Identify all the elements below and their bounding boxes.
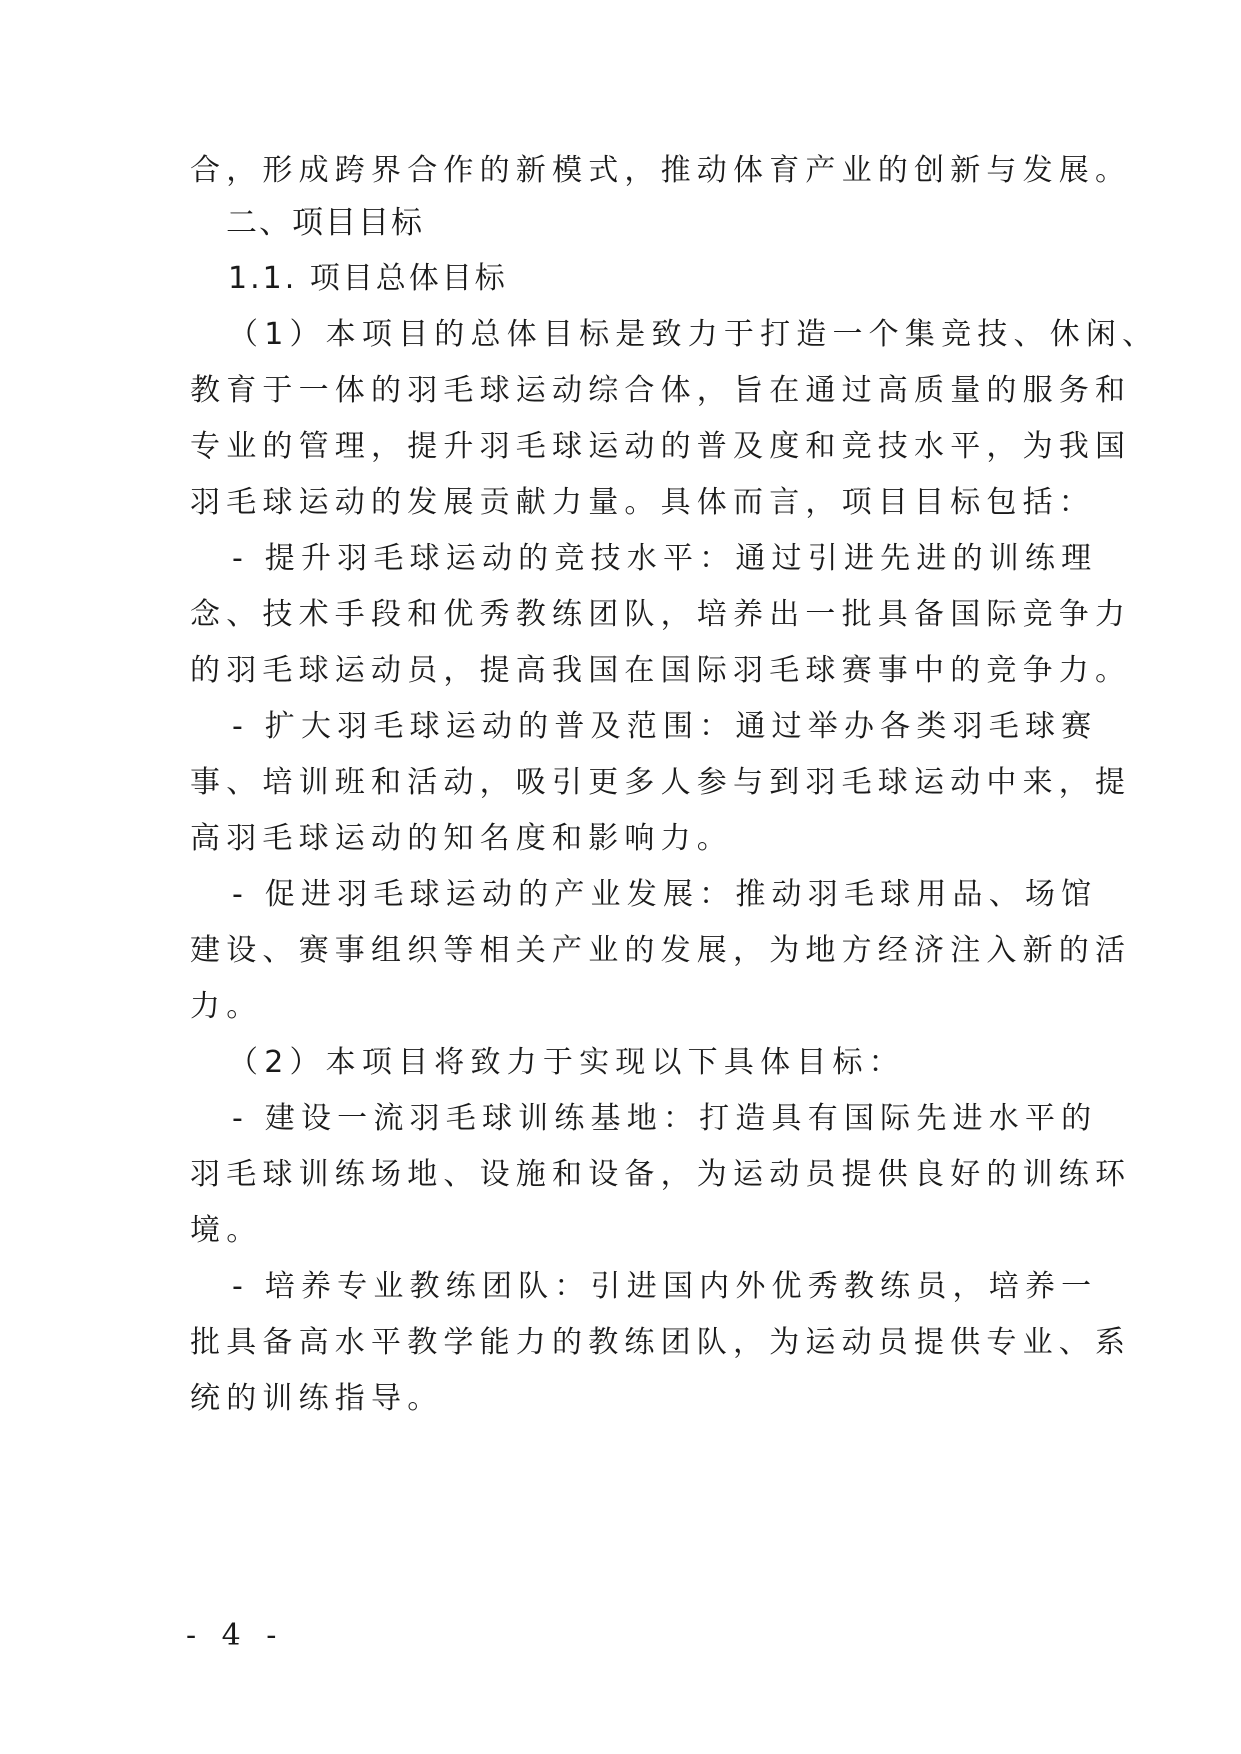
bullet-line: - 提升羽毛球运动的竞技水平：通过引进先进的训练理 xyxy=(232,541,1098,576)
paragraph-line: （1）本项目的总体目标是致力于打造一个集竞技、休闲、 xyxy=(228,317,1159,352)
paragraph-line: 教育于一体的羽毛球运动综合体，旨在通过高质量的服务和 xyxy=(190,373,1132,408)
page-number: - 4 - xyxy=(186,1618,285,1653)
paragraph-line: 力。 xyxy=(190,989,263,1024)
paragraph-line: 羽毛球训练场地、设施和设备，为运动员提供良好的训练环 xyxy=(190,1157,1132,1192)
paragraph-line: 境。 xyxy=(190,1213,263,1248)
paragraph-line: 事、培训班和活动，吸引更多人参与到羽毛球运动中来，提 xyxy=(190,765,1132,800)
paragraph-line: 统的训练指导。 xyxy=(190,1381,444,1416)
bullet-line: - 建设一流羽毛球训练基地：打造具有国际先进水平的 xyxy=(232,1101,1098,1136)
section-heading: 二、项目目标 xyxy=(226,205,424,241)
bullet-line: - 扩大羽毛球运动的普及范围：通过举办各类羽毛球赛 xyxy=(232,709,1098,744)
paragraph-line: 念、技术手段和优秀教练团队，培养出一批具备国际竞争力 xyxy=(190,597,1132,632)
subsection-heading: 1.1. 项目总体目标 xyxy=(228,261,508,296)
paragraph-line: 的羽毛球运动员，提高我国在国际羽毛球赛事中的竞争力。 xyxy=(190,653,1132,688)
bullet-line: - 培养专业教练团队：引进国内外优秀教练员，培养一 xyxy=(232,1269,1098,1304)
paragraph-line: 建设、赛事组织等相关产业的发展，为地方经济注入新的活 xyxy=(190,933,1132,968)
paragraph-line: 专业的管理，提升羽毛球运动的普及度和竞技水平，为我国 xyxy=(190,429,1132,464)
paragraph-line: （2）本项目将致力于实现以下具体目标： xyxy=(228,1045,905,1080)
paragraph-line: 高羽毛球运动的知名度和影响力。 xyxy=(190,821,733,856)
bullet-line: - 促进羽毛球运动的产业发展：推动羽毛球用品、场馆 xyxy=(232,877,1098,912)
paragraph-line: 合，形成跨界合作的新模式，推动体育产业的创新与发展。 xyxy=(190,153,1132,188)
paragraph-line: 羽毛球运动的发展贡献力量。具体而言，项目目标包括： xyxy=(190,485,1095,520)
paragraph-line: 批具备高水平教学能力的教练团队，为运动员提供专业、系 xyxy=(190,1325,1132,1360)
